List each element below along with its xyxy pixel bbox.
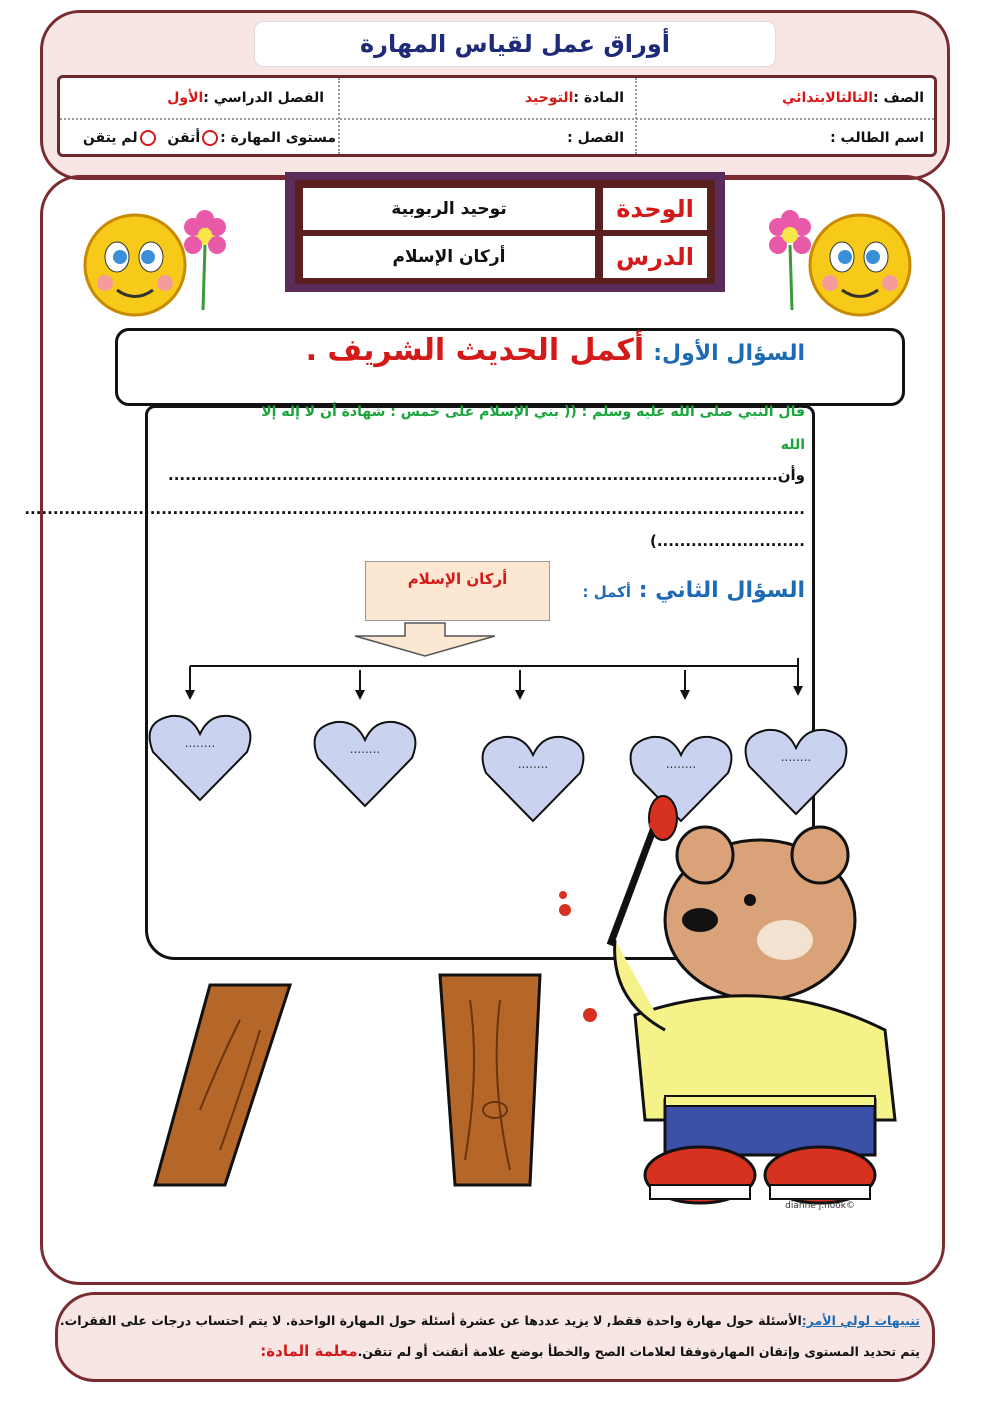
notice-label: تنبيهات لولي الأمر: — [801, 1313, 920, 1328]
answer-line[interactable]: وأن........................................................................................................... — [168, 466, 805, 484]
answer-line[interactable]: ..........................) — [649, 532, 805, 550]
not-mastered-radio[interactable] — [140, 130, 156, 146]
heart-blank: ........ — [665, 757, 697, 771]
footer-notice — [59, 1313, 920, 1328]
question1-text: أكمل الحديث الشريف . — [305, 333, 645, 368]
diagram-arrows — [180, 618, 810, 703]
subject-label: المادة : — [573, 90, 624, 106]
semester-field — [167, 90, 324, 106]
easel-legs-icon — [150, 960, 600, 1195]
heart-answer-1[interactable] — [147, 712, 253, 802]
notice-text: الأسئلة حول مهارة واحدة فقط, لا يزيد عددها عن عشرة أسئلة حول المهارة الواحدة. لا يتم احتساب درجات على الفقرات. — [59, 1313, 802, 1328]
not-mastered-label: لم يتقن — [82, 130, 138, 146]
grade-label: الصف : — [873, 90, 924, 106]
question2-instruction: أكمل : — [582, 583, 632, 601]
student-name-label: اسم الطالب : — [830, 130, 924, 146]
pillars-box: أركان الإسلام — [365, 561, 550, 621]
subject-field — [525, 90, 624, 106]
heart-icon — [312, 718, 418, 808]
heart-icon — [147, 712, 253, 802]
footer-instructions — [70, 1342, 920, 1360]
subject-value: التوحيد — [524, 90, 574, 106]
skill-level-field — [83, 130, 336, 146]
unit-value: توحيد الربوبية — [303, 188, 595, 230]
teacher-label: معلمة المادة: — [260, 1342, 358, 1360]
illustration-credit: ©dianne j.hook — [785, 1201, 855, 1211]
heart-blank: ........ — [780, 750, 812, 764]
instructions-text: يتم تحديد المستوى وإتقان المهارةوفقا لعلامات الصح والخطأ بوضع علامة أتقنت أو لم تتقن. — [357, 1344, 920, 1359]
student-info-table — [57, 75, 937, 157]
skill-level-label: مستوى المهارة : — [220, 130, 336, 146]
lesson-value: أركان الإسلام — [303, 236, 595, 278]
question2-number: السؤال الثاني : — [638, 578, 805, 603]
smiley-flower-left-icon — [75, 195, 230, 335]
footer-notice-box — [55, 1292, 935, 1382]
unit-lesson-table — [295, 180, 715, 284]
semester-value: الأول — [167, 90, 204, 106]
unit-label: الوحدة — [603, 188, 707, 230]
grade-field — [782, 90, 924, 106]
student-name-field[interactable] — [830, 130, 924, 146]
heart-blank: ........ — [517, 757, 549, 771]
heart-blank: ........ — [184, 736, 216, 750]
semester-label: الفصل الدراسي : — [203, 90, 324, 106]
mastered-label: أتقن — [167, 130, 201, 146]
page-title: أوراق عمل لقياس المهارة — [255, 22, 775, 66]
class-label: الفصل : — [567, 130, 624, 146]
divider — [338, 78, 340, 154]
question1-number: السؤال الأول: — [653, 341, 805, 366]
heart-answer-2[interactable] — [312, 718, 418, 808]
mastered-radio[interactable] — [202, 130, 218, 146]
heart-blank: ........ — [349, 742, 381, 756]
question2-title — [582, 578, 805, 603]
down-arrow-icon — [355, 623, 495, 656]
grade-value: الثالثالابتدائي — [782, 90, 873, 106]
question1-title — [305, 333, 805, 368]
divider — [635, 78, 637, 154]
class-field[interactable] — [567, 130, 624, 146]
hadith-text-line: الله — [780, 437, 805, 453]
lesson-label: الدرس — [603, 236, 707, 278]
answer-line[interactable]: ......................................................................................................................................... — [24, 500, 805, 518]
smiley-flower-right-icon — [760, 195, 920, 335]
divider — [60, 118, 934, 120]
painting-bear-icon — [555, 800, 930, 1215]
hadith-text-line: قال النبي صلى الله عليه وسلم : (( بني الإسلام على خمس : شهادة أن لا إله إلا — [261, 404, 805, 420]
